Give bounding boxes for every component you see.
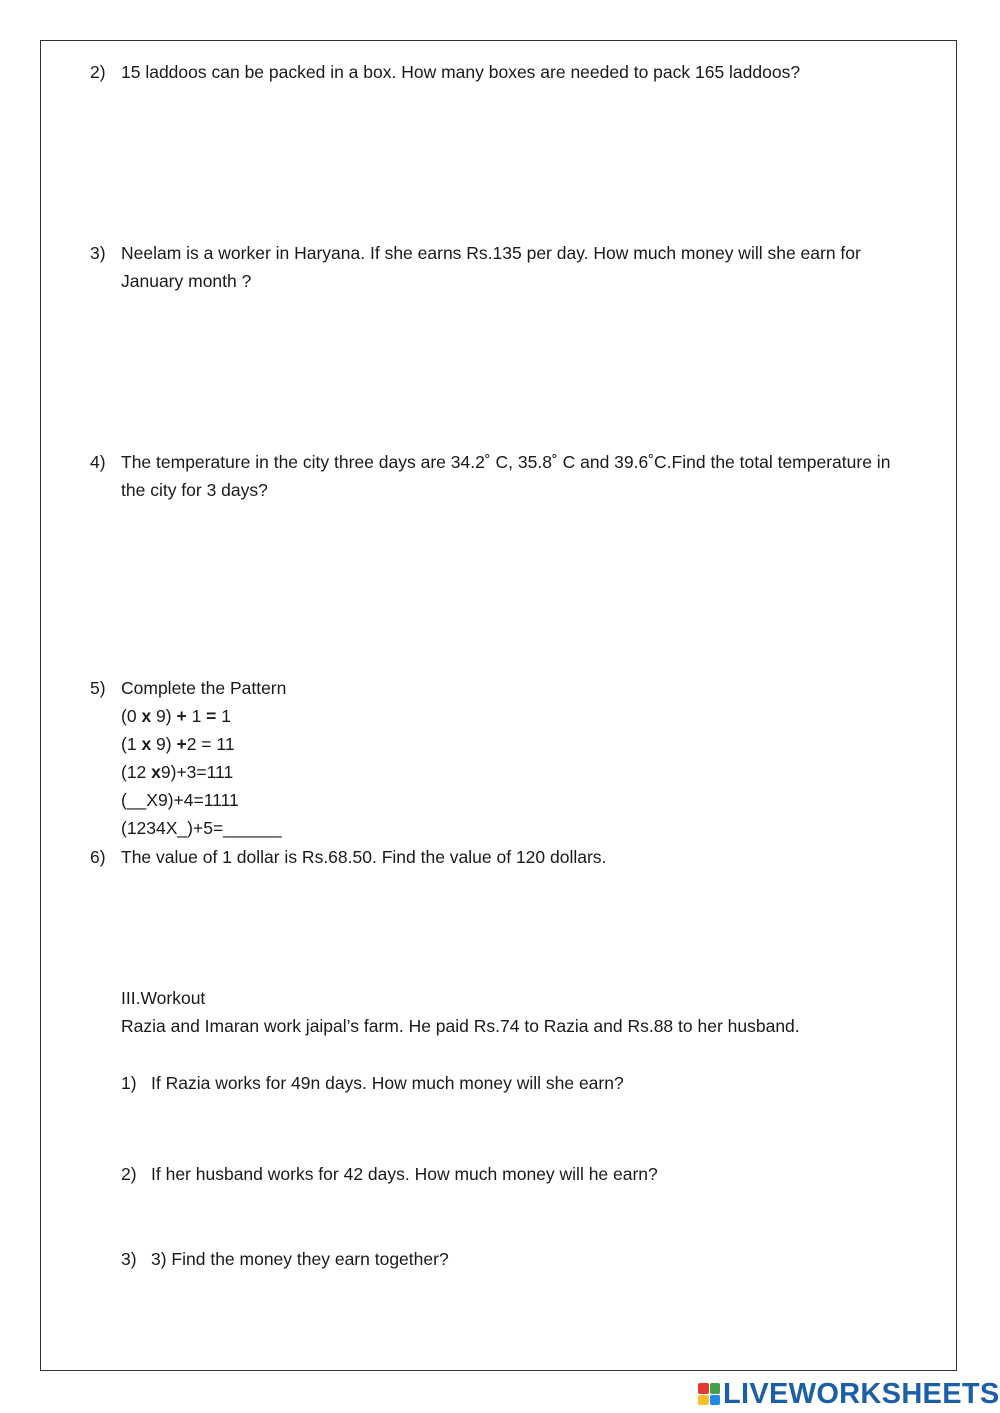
pattern-line-2 (121, 730, 235, 758)
question-2-text: 15 laddoos can be packed in a box. How many boxes are needed to pack 165 laddoos? (121, 62, 801, 82)
logo-square-red (698, 1383, 709, 1394)
workout-intro: Razia and Imaran work jaipal’s farm. He paid Rs.74 to Razia and Rs.88 to her husband. (121, 1016, 800, 1036)
workout-heading: III.Workout (121, 988, 206, 1008)
pattern-3-a: (12 (121, 762, 152, 782)
pattern-line-3 (121, 758, 233, 786)
pattern-3-b: 9)+3=111 (160, 762, 234, 782)
pattern-1-d: 1 (216, 706, 232, 726)
question-4-text-line-2: the city for 3 days? (121, 480, 268, 500)
pattern-1-plus: + (176, 706, 187, 726)
question-3-number: 3) (90, 243, 106, 263)
liveworksheets-wordmark: LIVEWORKSHEETS (723, 1378, 1000, 1410)
pattern-1-equals: = (206, 706, 217, 726)
liveworksheets-brand[interactable] (698, 1378, 1000, 1410)
pattern-1-a: (0 (121, 706, 142, 726)
question-4-text-line-1: The temperature in the city three days are 34.2˚ C, 35.8˚ C and 39.6˚C.Find the total temperature in (121, 452, 891, 472)
logo-square-yellow (698, 1395, 709, 1406)
question-3-text-line-1: Neelam is a worker in Haryana. If she earns Rs.135 per day. How much money will she earn for (121, 243, 861, 263)
pattern-3-times: x (151, 762, 161, 782)
pattern-2-a: (1 (121, 734, 142, 754)
workout-item-3-text: 3) Find the money they earn together? (151, 1249, 449, 1269)
question-6-number: 6) (90, 847, 106, 867)
question-2-number: 2) (90, 62, 106, 82)
workout-item-2-number: 2) (121, 1164, 137, 1184)
pattern-2-times: x (141, 734, 152, 754)
pattern-2-plus: + (176, 734, 187, 754)
question-4-number: 4) (90, 452, 106, 472)
workout-item-1-number: 1) (121, 1073, 137, 1093)
pattern-1-c: 1 (186, 706, 207, 726)
question-5-title: Complete the Pattern (121, 678, 287, 698)
pattern-line-5: (1234X_)+5=______ (121, 818, 282, 838)
logo-square-green (710, 1383, 721, 1394)
question-3-text-line-2: January month ? (121, 271, 252, 291)
pattern-line-4: (__X9)+4=1111 (121, 790, 239, 810)
workout-item-1-text: If Razia works for 49n days. How much money will she earn? (151, 1073, 624, 1093)
workout-item-3-number: 3) (121, 1249, 137, 1269)
question-5-number: 5) (90, 678, 106, 698)
liveworksheets-logo-icon (698, 1383, 720, 1405)
pattern-2-b: 9) (151, 734, 177, 754)
pattern-2-c: 2 = 11 (186, 734, 235, 754)
pattern-1-times: x (141, 706, 152, 726)
logo-square-blue (710, 1395, 721, 1406)
question-6-text: The value of 1 dollar is Rs.68.50. Find the value of 120 dollars. (121, 847, 607, 867)
pattern-1-b: 9) (151, 706, 177, 726)
workout-item-2-text: If her husband works for 42 days. How much money will he earn? (151, 1164, 658, 1184)
pattern-line-1 (121, 702, 231, 730)
